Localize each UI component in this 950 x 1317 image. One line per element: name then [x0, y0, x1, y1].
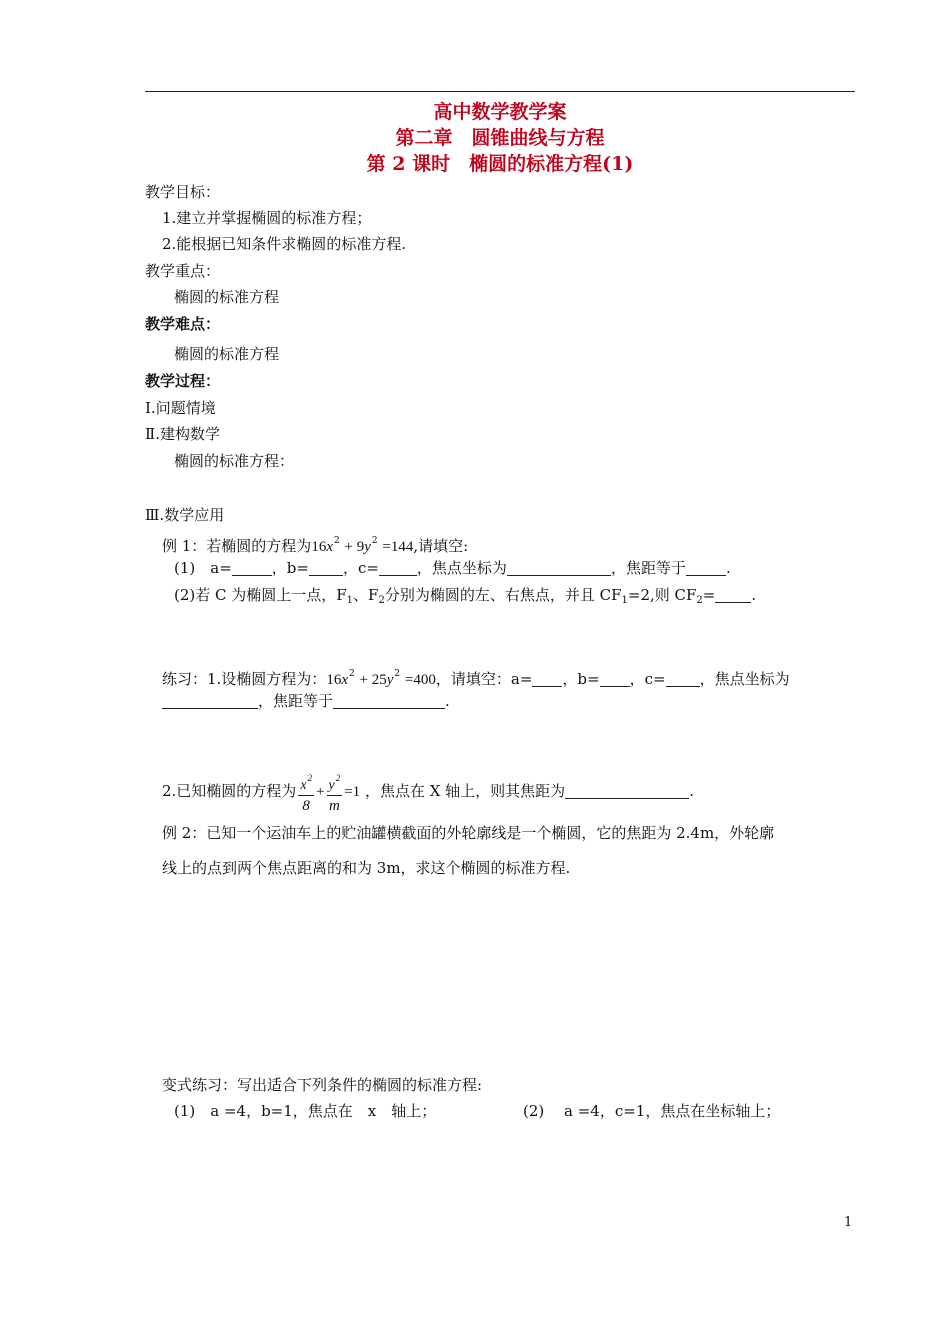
chapter-title: 第二章 圆锥曲线与方程 — [395, 127, 605, 149]
section-1: Ⅰ.问题情境 — [145, 399, 216, 417]
blank-c[interactable] — [666, 672, 700, 687]
blank-a[interactable] — [532, 672, 562, 687]
blank-cf2[interactable] — [715, 588, 751, 603]
doc-title: 高中数学教学案 — [433, 101, 567, 123]
practice-1-line-2: ，焦距等于 . — [162, 690, 450, 712]
process-heading: 教学过程： — [145, 372, 221, 390]
blank-focal-distance[interactable] — [565, 784, 689, 799]
difficulty-text: 椭圆的标准方程 — [174, 345, 280, 363]
key-point-heading: 教学重点： — [145, 262, 221, 280]
blank-focus[interactable] — [162, 694, 258, 709]
page-number: 1 — [844, 1215, 853, 1230]
blank-c[interactable] — [379, 561, 417, 576]
fraction-x-over-8: $\frac{x^2}{8}$ — [300, 772, 313, 814]
header-rule — [145, 91, 855, 92]
section-2: Ⅱ.建构数学 — [145, 425, 220, 443]
example-1-statement: 例 1：若椭圆的方程为$16x^2 + 9y^2 =144$,请填空: — [162, 536, 469, 555]
example-1-question-1: (1) a= ，b= ，c= ，焦点坐标为 ，焦距等于 . — [174, 559, 731, 577]
practice-2-statement: 2.已知椭圆的方程为 $\frac{x^2}{8}$ + $\frac{y^2}{m}$ =1 ，焦点在 X 轴上，则其焦距为 . — [162, 768, 694, 816]
goal-item-1: 1.建立并掌握椭圆的标准方程； — [162, 209, 372, 227]
example-2-line-1: 例 2：已知一个运油车上的贮油罐横截面的外轮廓线是一个椭圆，它的焦距为 2.4m，外轮廓 — [162, 824, 775, 842]
blank-a[interactable] — [232, 561, 272, 576]
blank-b[interactable] — [309, 561, 343, 576]
practice-1-statement: 练习：1.设椭圆方程为：$16x^2 + 25y^2 =400$，请填空：a= ，b= ，c= ，焦点坐标为 — [162, 669, 790, 688]
example-1-question-2: (2)若 C 为椭圆上一点，$F_1$、$F_2$分别为椭圆的左、右焦点，并且 $CF_1=2$,则 $CF_2=$ . — [174, 586, 757, 606]
blank-focal-distance[interactable] — [333, 694, 445, 709]
variant-item-1: (1) a =4，b=1，焦点在 x 轴上； — [174, 1102, 437, 1120]
goal-item-2: 2.能根据已知条件求椭圆的标准方程. — [162, 235, 407, 253]
section-3: Ⅲ.数学应用 — [145, 506, 225, 524]
difficulty-heading: 教学难点： — [145, 315, 221, 333]
variant-heading: 变式练习：写出适合下列条件的椭圆的标准方程: — [162, 1076, 483, 1094]
variant-item-2: (2) a =4，c=1，焦点在坐标轴上； — [523, 1102, 781, 1120]
blank-focal-distance[interactable] — [686, 561, 726, 576]
blank-focus[interactable] — [507, 561, 611, 576]
goals-heading: 教学目标： — [145, 183, 221, 201]
fraction-y-over-m: $\frac{y^2}{m}$ — [328, 772, 341, 814]
section-2-text: 椭圆的标准方程： — [174, 452, 295, 470]
example-2-line-2: 线上的点到两个焦点距离的和为 3m，求这个椭圆的标准方程. — [162, 859, 571, 877]
lesson-title: 第 2 课时 椭圆的标准方程(1) — [366, 153, 634, 175]
blank-b[interactable] — [600, 672, 630, 687]
key-point-text: 椭圆的标准方程 — [174, 288, 280, 306]
